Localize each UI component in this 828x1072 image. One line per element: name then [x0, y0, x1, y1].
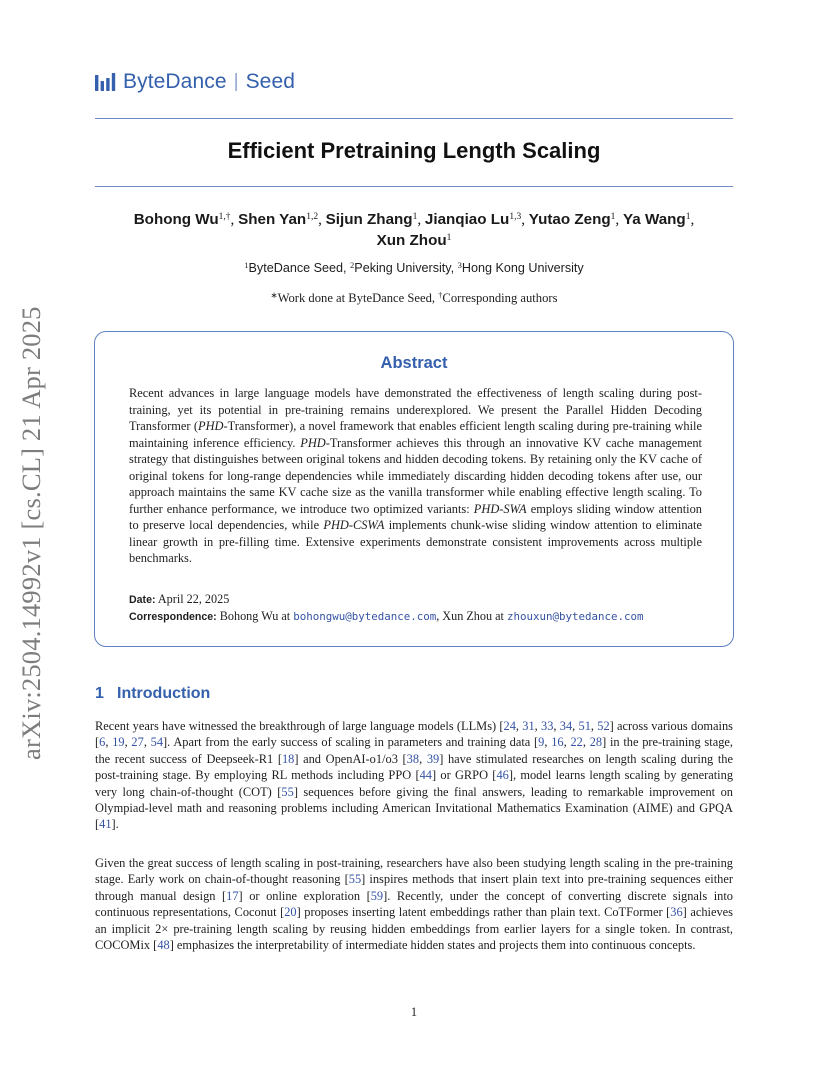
paragraph-text: , [553, 719, 560, 733]
paragraph-text: , [572, 719, 579, 733]
author: Xun Zhou$^1$ [376, 232, 452, 249]
paragraph-text: , [419, 751, 427, 766]
citation-link[interactable]: 17 [226, 888, 239, 903]
paragraph-text: ] across various domains [ [95, 719, 733, 750]
email-link-bohongwu[interactable]: bohongwu@bytedance.com [293, 610, 437, 623]
paragraph-text: , [534, 719, 542, 733]
paragraph-text: ], model learns length scaling by generating very long chain-of-thought (COT) [ [95, 768, 734, 799]
abstract-heading: Abstract [380, 354, 448, 372]
author: Shen Yan$^{1,2}$ [238, 211, 319, 228]
citation-link[interactable]: 18 [281, 751, 295, 766]
citation-link[interactable]: 38 [406, 751, 420, 766]
citation-link[interactable]: 55 [281, 784, 294, 799]
citation-link[interactable]: 59 [370, 888, 384, 903]
header-rule-top [95, 118, 733, 119]
section-heading-introduction: 1 Introduction [95, 685, 211, 702]
author-list: Bohong $Wu^{1,\dagger}$, Shen Yan$^{1,2}$, Sijun Zhang$^1$, Jianqiao Lu$^{1,3}$, Yutao Zeng$^1$, Ya Wang$^1$, Xun Zhou$^1$ [133, 211, 695, 249]
abstract-text: Recent advances in large language models have demonstrated the effectiveness of length scaling during post-training, yet its potential in pre-training remains underexplored. We present the Parallel Hidden Decoding Transformer (PHD-Transformer), a novel framework that enables efficient length scaling during pre-training while maintaining inference efficiency. PHD-Transformer achieves this through an innovative KV cache management strategy that distinguishes between original tokens and hidden decoding tokens. By retaining only the KV cache of original tokens for long-range dependencies while immediately discarding hidden decoding tokens after use, our approach maintains the same KV cache size as the vanilla transformer while enabling effective length scaling. To further enhance performance, we introduce two optimized variants: PHD-SWA employs sliding window attention to preserve local dependencies, while PHD-CSWA implements chunk-wise sliding window attention to eliminate linear growth in pre-filling time. Extensive experiments demonstrate consistent improvements across multiple benchmarks. [129, 386, 702, 566]
paragraph-text: ] sequences before giving the final answers, leading to remarkable improvement on Olympiad-level math and reasoning problems including American Invitational Mathematics Examination (AIME) and GPQA [ [95, 784, 733, 832]
citation-link[interactable]: 22 [570, 735, 583, 750]
date-line: Date: April 22, 2025 [129, 592, 230, 606]
paragraph-text: Given the great success of length scaling in post-training, researchers have also been studying length scaling in the pre-training stage. Early work on chain-of-thought reasoning [ [95, 856, 733, 887]
abstract-box [94, 331, 734, 647]
citation-link[interactable]: 52 [597, 719, 610, 733]
author: Yutao Zeng$^1$ [528, 211, 616, 228]
paragraph-text: ] achieves an implicit 2× pre-training length scaling by reusing hidden embeddings from earlier layers for a single token. In contrast, COCOMix [ [95, 905, 733, 953]
citation-link[interactable]: 6 [99, 735, 106, 750]
citation-link[interactable]: 27 [131, 735, 144, 750]
paragraph-text: ]. Apart from the early success of scaling in parameters and training data [ [163, 735, 539, 750]
author: Jianqiao Lu$^{1,3}$ [424, 211, 522, 228]
bytedance-seed-logo [95, 70, 295, 94]
author-footnote: ∗Work done at ByteDance Seed, †Corresponding authors [270, 290, 558, 305]
paragraph-text: , [582, 735, 590, 750]
paragraph-text: ] or online exploration [ [238, 888, 371, 903]
paragraph-text: , [544, 735, 552, 750]
citation-link[interactable]: 33 [541, 719, 554, 733]
logo-separator: | [233, 71, 239, 92]
intro-paragraph-1 [95, 718, 733, 833]
citation-link[interactable]: 20 [284, 905, 297, 920]
citation-link[interactable]: 9 [538, 735, 545, 750]
paper-title: Efficient Pretraining Length Scaling [227, 138, 601, 163]
citation-link[interactable]: 36 [670, 905, 683, 920]
paragraph-text: ] or GRPO [ [431, 768, 497, 783]
paragraph-text: , [124, 735, 132, 750]
citation-link[interactable]: 44 [419, 768, 432, 783]
paragraph-text: , [590, 719, 598, 733]
email-link-zhouxun[interactable]: zhouxun@bytedance.com [506, 610, 644, 623]
author: Sijun Zhang$^1$ [325, 211, 418, 228]
citation-link[interactable]: 54 [150, 735, 164, 750]
citation-link[interactable]: 34 [559, 719, 573, 733]
paragraph-text: ]. Recently, under the concept of converting discrete signals into continuous representations, Coconut [ [95, 888, 733, 920]
citation-link[interactable]: 39 [426, 751, 440, 766]
paragraph-text: Recent years have witnessed the breakthrough of large language models (LLMs) [ [95, 719, 504, 733]
paragraph-text: , [105, 735, 113, 750]
affiliations: $^1$ByteDance Seed, $^2$Peking University, $^3$Hong Kong University [244, 260, 584, 275]
author: Ya Wang$^1$ [622, 211, 691, 228]
page-number: 1 [410, 1005, 418, 1019]
citation-link[interactable]: 55 [348, 872, 362, 887]
citation-link[interactable]: 46 [496, 768, 509, 783]
citation-link[interactable]: 24 [503, 719, 516, 733]
citation-link[interactable]: 41 [99, 817, 112, 832]
correspondence-line: Correspondence: Bohong Wu at bohongwu@bytedance.com, Xun Zhou at zhouxun@bytedance.com [129, 609, 644, 623]
paragraph-text: ] inspires methods that insert plain text into pre-training sequences either through manual design [ [95, 872, 734, 903]
paragraph-text: ] and OpenAI-o1/o3 [ [294, 751, 407, 766]
paragraph-text: , [515, 719, 523, 733]
paragraph-text: , [143, 735, 151, 750]
paragraph-text: ] have stimulated researches on length scaling during the post-training stage. By employing RL methods including PPO [ [95, 751, 733, 783]
citation-link[interactable]: 51 [578, 719, 591, 733]
citation-link[interactable]: 19 [112, 735, 125, 750]
citation-link[interactable]: 48 [157, 938, 170, 953]
citation-link[interactable]: 31 [522, 719, 535, 733]
author: Bohong $Wu^{1,\dagger}$ [133, 211, 231, 228]
paragraph-text: ] in the pre-training stage, the recent success of Deepseek-R1 [ [95, 735, 733, 766]
arxiv-identifier-stamp: arXiv:2504.14992v1 [cs.CL] 21 Apr 2025 [16, 306, 46, 760]
paragraph-text: ] emphasizes the interpretability of intermediate hidden states and projects them into continuous concepts. [169, 938, 696, 953]
logo-team-text: Seed [245, 70, 296, 93]
intro-paragraph-2 [95, 855, 733, 953]
header-rule-bottom [95, 186, 733, 187]
paragraph-text: ] proposes inserting latent embeddings rather than plain text. CoTFormer [ [296, 905, 671, 920]
paragraph-text: ]. [111, 817, 119, 832]
citation-link[interactable]: 16 [551, 735, 564, 750]
citation-link[interactable]: 28 [589, 735, 603, 750]
bytedance-bars-icon [95, 72, 117, 92]
logo-brand-text: ByteDance [123, 70, 227, 93]
paragraph-text: , [563, 735, 571, 750]
